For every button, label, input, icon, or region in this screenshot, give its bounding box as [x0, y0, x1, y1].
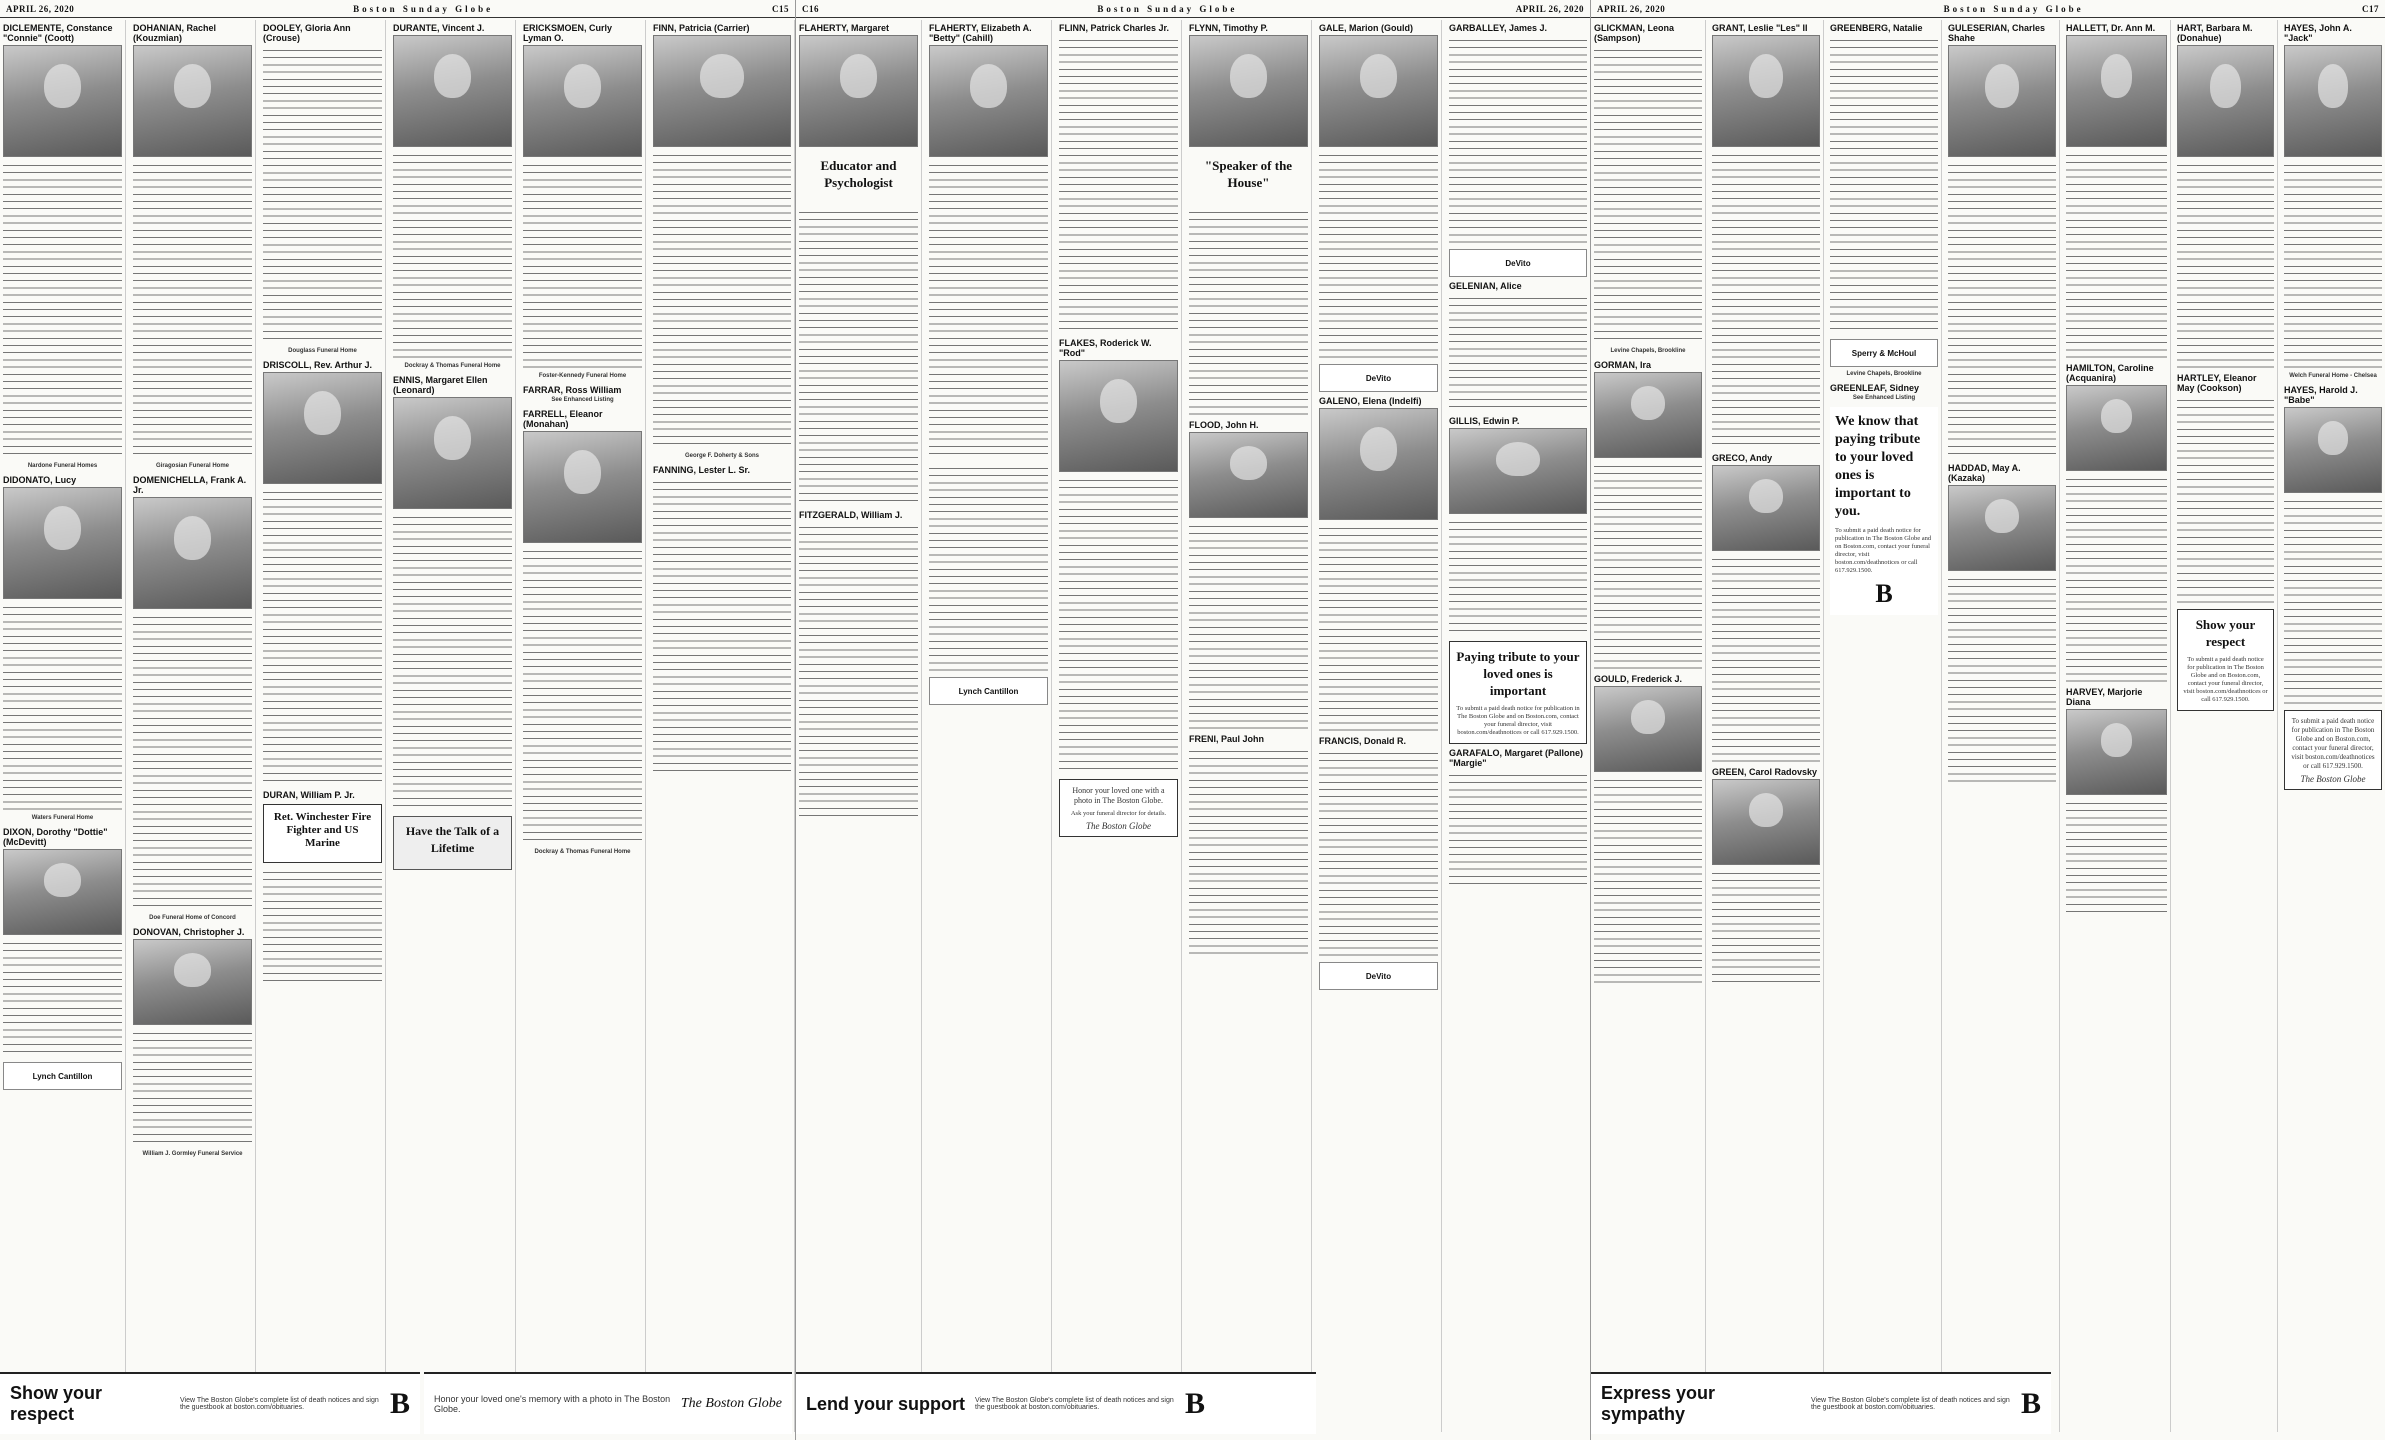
obit-photo — [929, 45, 1048, 157]
funeral-logo: Lynch Cantillon — [929, 677, 1048, 705]
obit-name: HARTLEY, Eleanor May (Cookson) — [2177, 373, 2257, 393]
column-4 — [390, 20, 516, 1432]
obit-name: HADDAD, May A. (Kazaka) — [1948, 463, 2021, 483]
obit-photo — [133, 45, 252, 157]
globe-logo: B — [389, 1387, 410, 1420]
enhanced-listing-note: See Enhanced Listing — [1852, 395, 1916, 401]
funeral-home: William J. Gormley Funeral Service — [142, 1151, 243, 1157]
page-c17 — [1590, 0, 2385, 1440]
obit-text — [523, 160, 642, 370]
obit-text — [2066, 474, 2167, 684]
obit-text — [133, 612, 252, 912]
obit-text — [133, 1028, 252, 1148]
column-5 — [1316, 20, 1442, 1432]
funeral-home: Giragosian Funeral Home — [155, 463, 230, 469]
obit-photo — [1594, 372, 1702, 458]
obit-name: HAYES, John A. "Jack" — [2284, 23, 2352, 43]
ad-text: To submit a paid death notice for publication in The Boston Globe and on Boston.com, contact your funeral director, visit boston.com/deathnotices or call 617.929.1500. — [2291, 717, 2375, 770]
ad-headline: Show your respect — [2195, 617, 2256, 649]
obit-name: DOOLEY, Gloria Ann (Crouse) — [263, 23, 351, 43]
obit-text — [1449, 517, 1587, 637]
column-2 — [1709, 20, 1824, 1432]
obit-text — [1319, 150, 1438, 360]
obit-name: FLOOD, John H. — [1189, 420, 1259, 430]
ad-text: Have the Talk of a Lifetime — [405, 824, 500, 855]
obit-text — [2066, 798, 2167, 918]
obit-text — [929, 463, 1048, 673]
obit-name: GRECO, Andy — [1712, 453, 1773, 463]
obit-name: ENNIS, Margaret Ellen (Leonard) — [393, 375, 488, 395]
funeral-home: Levine Chapels, Brookline — [1846, 371, 1922, 377]
ad-text: To submit a paid death notice for publication in The Boston Globe and on Boston.com, contact your funeral director, visit boston.com/deathnotices or call 617.929.1500. — [1835, 527, 1932, 574]
globe-wordmark: The Boston Globe — [2300, 774, 2366, 784]
enhanced-listing-note: See Enhanced Listing — [551, 397, 614, 403]
obit-name: HART, Barbara M. (Donahue) — [2177, 23, 2253, 43]
funeral-logo: DeVito — [1319, 364, 1438, 392]
ad-sub: Ask your funeral director for details. — [1070, 810, 1167, 817]
photo-ad — [1059, 779, 1178, 837]
funeral-home: Dockray & Thomas Funeral Home — [534, 849, 631, 855]
page-folio — [796, 4, 1590, 18]
column-2 — [926, 20, 1052, 1432]
memory-photo-banner — [424, 1372, 792, 1434]
obit-name: DURAN, William P. Jr. — [263, 790, 355, 800]
obit-name: GILLIS, Edwin P. — [1449, 416, 1520, 426]
obit-photo — [1319, 408, 1438, 520]
obit-photo — [653, 35, 791, 147]
funeral-logo: Lynch Cantillon — [3, 1062, 122, 1090]
show-respect-banner — [0, 1372, 420, 1434]
speaker-headline — [1189, 151, 1308, 203]
ad-text: To submit a paid death notice for publication in The Boston Globe and on Boston.com, contact your funeral director, visit boston.com/deathnotices or call 617.929.1500. — [2183, 656, 2268, 703]
obit-name: GULESERIAN, Charles Shahe — [1948, 23, 2046, 43]
obit-text — [1712, 150, 1820, 450]
obit-name: FANNING, Lester L. Sr. — [653, 465, 751, 475]
column-4 — [1945, 20, 2060, 1432]
folio-date: APRIL 26, 2020 — [6, 4, 75, 14]
column-7 — [2281, 20, 2385, 1432]
folio-paper: Boston Sunday Globe — [1097, 4, 1238, 14]
obit-photo — [393, 35, 512, 147]
obit-text — [3, 602, 122, 812]
obit-photo — [1948, 45, 2056, 157]
obit-text — [1189, 521, 1308, 731]
obit-text — [1712, 868, 1820, 988]
obit-text — [263, 45, 382, 345]
obit-text — [799, 207, 918, 507]
page-c16 — [795, 0, 1590, 1440]
column-6 — [2174, 20, 2278, 1432]
obit-photo — [3, 487, 122, 599]
obit-name: DOHANIAN, Rachel (Kouzmian) — [133, 23, 217, 43]
obit-name: DOMENICHELLA, Frank A. Jr. — [133, 475, 247, 495]
page-c15 — [0, 0, 795, 1440]
folio-paper: Boston Sunday Globe — [1943, 4, 2084, 14]
funeral-home: Waters Funeral Home — [31, 815, 94, 821]
obit-name: FITZGERALD, William J. — [799, 510, 903, 520]
obit-name: FRANCIS, Donald R. — [1319, 736, 1406, 746]
globe-wordmark: The Boston Globe — [1086, 821, 1151, 831]
obit-text — [2284, 160, 2382, 370]
headline-text: "Speaker of the House" — [1204, 158, 1293, 190]
obit-text — [1948, 160, 2056, 460]
obit-text — [1319, 523, 1438, 733]
funeral-logo: DeVito — [1449, 249, 1587, 277]
obit-name: GORMAN, Ira — [1594, 360, 1652, 370]
obit-name: GARBALLEY, James J. — [1449, 23, 1548, 33]
obit-text — [799, 522, 918, 822]
obit-name: GRANT, Leslie "Les" II — [1712, 23, 1808, 33]
column-3 — [260, 20, 386, 1432]
obit-text — [393, 150, 512, 360]
obit-text — [393, 512, 512, 812]
banner-headline: Express your sympathy — [1601, 1383, 1716, 1424]
obit-name: FARRELL, Eleanor (Monahan) — [523, 409, 603, 429]
obit-name: HARVEY, Marjorie Diana — [2066, 687, 2143, 707]
ad-headline: Paying tribute to your loved ones is important — [1456, 649, 1580, 698]
folio-date: APRIL 26, 2020 — [1597, 4, 1666, 14]
obit-name: FARRAR, Ross William — [523, 385, 622, 395]
firefighter-ad — [263, 804, 382, 863]
obit-name: GALENO, Elena (Indelfi) — [1319, 396, 1422, 406]
funeral-home: Dockray & Thomas Funeral Home — [404, 363, 501, 369]
obit-name: FLINN, Patrick Charles Jr. — [1059, 23, 1170, 33]
obit-photo — [2066, 35, 2167, 147]
funeral-home: Douglass Funeral Home — [288, 348, 357, 354]
globe-logo: B — [1185, 1387, 1206, 1420]
obit-photo — [1948, 485, 2056, 571]
obit-name: DIXON, Dorothy "Dottie" (McDevitt) — [3, 827, 108, 847]
obit-text — [1449, 35, 1587, 245]
obit-text — [1830, 35, 1938, 335]
folio-page: C15 — [771, 4, 789, 14]
obit-name: DRISCOLL, Rev. Arthur J. — [263, 360, 373, 370]
obit-photo — [263, 372, 382, 484]
express-sympathy-banner — [1591, 1372, 2051, 1434]
obit-name: FINN, Patricia (Carrier) — [653, 23, 750, 33]
obit-text — [1948, 574, 2056, 784]
obit-photo — [1189, 432, 1308, 518]
obit-name: GOULD, Frederick J. — [1594, 674, 1683, 684]
banner-sub: View The Boston Globe's complete list of death notices and sign the guestbook at boston.com/obituaries. — [179, 1397, 379, 1411]
obit-name: HALLETT, Dr. Ann M. — [2066, 23, 2156, 33]
submit-notice-ad — [2284, 710, 2382, 790]
obit-text — [1449, 770, 1587, 890]
lend-support-banner — [796, 1372, 1316, 1434]
page-folio — [1591, 4, 2385, 18]
funeral-home: Welch Funeral Home - Chelsea — [2289, 373, 2377, 379]
obit-name: GARAFALO, Margaret (Pallone) "Margie" — [1449, 748, 1584, 768]
obit-text — [1594, 45, 1702, 345]
funeral-home: George F. Doherty & Sons — [684, 453, 759, 459]
obit-photo — [1712, 35, 1820, 147]
paying-tribute-ad — [1449, 641, 1587, 744]
ad-headline: We know that paying tribute to your loved ones is important to you. — [1835, 414, 1921, 519]
obit-text — [1059, 475, 1178, 775]
obit-text — [263, 867, 382, 987]
column-4 — [1186, 20, 1312, 1432]
obit-photo — [1059, 360, 1178, 472]
column-1 — [1591, 20, 1706, 1432]
obit-photo — [1449, 428, 1587, 514]
obit-text — [1189, 746, 1308, 956]
obit-photo — [1319, 35, 1438, 147]
obit-name: FLAHERTY, Margaret — [799, 23, 890, 33]
obit-text — [3, 160, 122, 460]
obit-text — [1059, 35, 1178, 335]
obit-photo — [523, 431, 642, 543]
obit-text — [653, 477, 791, 777]
obit-photo — [2177, 45, 2274, 157]
obit-text — [2284, 496, 2382, 706]
obit-text — [1319, 748, 1438, 958]
obit-photo — [2066, 709, 2167, 795]
ad-text: Honor your loved one with a photo in The Boston Globe. — [1072, 786, 1165, 805]
obit-name: ERICKSMOEN, Curly Lyman O. — [523, 23, 613, 43]
obit-photo — [1712, 465, 1820, 551]
obit-photo — [1189, 35, 1308, 147]
obit-name: GREEN, Carol Radovsky — [1712, 767, 1818, 777]
ad-text: Ret. Winchester Fire Fighter and US Marine — [273, 811, 372, 849]
obit-photo — [3, 45, 122, 157]
globe-wordmark: The Boston Globe — [680, 1396, 782, 1411]
banner-headline: Show your respect — [10, 1383, 103, 1424]
funeral-home: Levine Chapels, Brookline — [1610, 348, 1686, 354]
obit-text — [1189, 207, 1308, 417]
obit-name: FLAKES, Roderick W. "Rod" — [1059, 338, 1152, 358]
obit-text — [1712, 554, 1820, 764]
obit-name: GREENLEAF, Sidney — [1830, 383, 1920, 393]
obit-name: FLYNN, Timothy P. — [1189, 23, 1268, 33]
obit-name: GLICKMAN, Leona (Sampson) — [1594, 23, 1674, 43]
funeral-home: Foster-Kennedy Funeral Home — [538, 373, 627, 379]
obit-name: GREENBERG, Natalie — [1830, 23, 1923, 33]
obit-photo — [2284, 45, 2382, 157]
talk-of-lifetime-ad — [393, 816, 512, 870]
banner-sub: View The Boston Globe's complete list of death notices and sign the guestbook at boston.com/obituaries. — [975, 1397, 1174, 1411]
obit-name: GALE, Marion (Gould) — [1319, 23, 1413, 33]
funeral-logo: Sperry & McHoul — [1830, 339, 1938, 367]
column-6 — [650, 20, 795, 1432]
headline-text: Educator and Psychologist — [820, 158, 897, 190]
obit-photo — [523, 45, 642, 157]
globe-logo: B — [2020, 1387, 2041, 1420]
folio-date: APRIL 26, 2020 — [1515, 4, 1584, 14]
obit-text — [2066, 150, 2167, 360]
obit-photo — [133, 939, 252, 1025]
column-5 — [2063, 20, 2171, 1432]
obit-text — [3, 938, 122, 1058]
obit-name: HAYES, Harold J. "Babe" — [2284, 385, 2358, 405]
obit-name: DURANTE, Vincent J. — [393, 23, 485, 33]
obit-text — [523, 546, 642, 846]
obit-name: HAMILTON, Caroline (Acquanira) — [2066, 363, 2154, 383]
obit-text — [1449, 293, 1587, 413]
obit-photo — [2284, 407, 2382, 493]
obit-text — [2177, 395, 2274, 605]
obit-photo — [1594, 686, 1702, 772]
educator-headline — [799, 151, 918, 203]
obit-name: GELENIAN, Alice — [1449, 281, 1522, 291]
folio-paper: Boston Sunday Globe — [353, 4, 494, 14]
obit-text — [653, 150, 791, 450]
column-1 — [796, 20, 922, 1432]
obit-photo — [1712, 779, 1820, 865]
column-3 — [1827, 20, 1942, 1432]
obit-name: DONOVAN, Christopher J. — [133, 927, 245, 937]
obit-text — [1594, 775, 1702, 985]
obit-photo — [393, 397, 512, 509]
folio-page: C17 — [2361, 4, 2379, 14]
column-2 — [130, 20, 256, 1432]
globe-logo: B — [1875, 579, 1893, 608]
obit-name: DIDONATO, Lucy — [3, 475, 77, 485]
funeral-logo: DeVito — [1319, 962, 1438, 990]
banner-sub: View The Boston Globe's complete list of death notices and sign the guestbook at boston.com/obituaries. — [1810, 1397, 2010, 1411]
obit-photo — [799, 35, 918, 147]
ad-text: To submit a paid death notice for publication in The Boston Globe and on Boston.com, contact your funeral director, visit boston.com/deathnotices or call 617.929.1500. — [1456, 705, 1580, 736]
obit-name: FRENI, Paul John — [1189, 734, 1265, 744]
obit-photo — [3, 849, 122, 935]
obit-photo — [133, 497, 252, 609]
obit-text — [263, 487, 382, 787]
folio-page: C16 — [802, 4, 819, 14]
obit-name: DICLEMENTE, Constance "Connie" (Coott) — [3, 23, 113, 43]
obit-text — [133, 160, 252, 460]
column-5 — [520, 20, 646, 1432]
column-1 — [0, 20, 126, 1432]
banner-text: Honor your loved one's memory with a photo in The Boston Globe. — [434, 1394, 671, 1414]
obit-photo — [2066, 385, 2167, 471]
obit-text — [929, 160, 1048, 460]
page-folio — [0, 4, 795, 18]
obit-text — [2177, 160, 2274, 370]
funeral-home: Nardone Funeral Homes — [27, 463, 98, 469]
column-3 — [1056, 20, 1182, 1432]
funeral-home: Doe Funeral Home of Concord — [149, 915, 236, 921]
obit-name: FLAHERTY, Elizabeth A. "Betty" (Cahill) — [929, 23, 1032, 43]
know-paying-tribute-ad — [1830, 407, 1938, 615]
column-6 — [1446, 20, 1590, 1432]
show-respect-ad — [2177, 609, 2274, 711]
banner-headline: Lend your support — [806, 1393, 965, 1414]
obit-text — [1594, 461, 1702, 671]
